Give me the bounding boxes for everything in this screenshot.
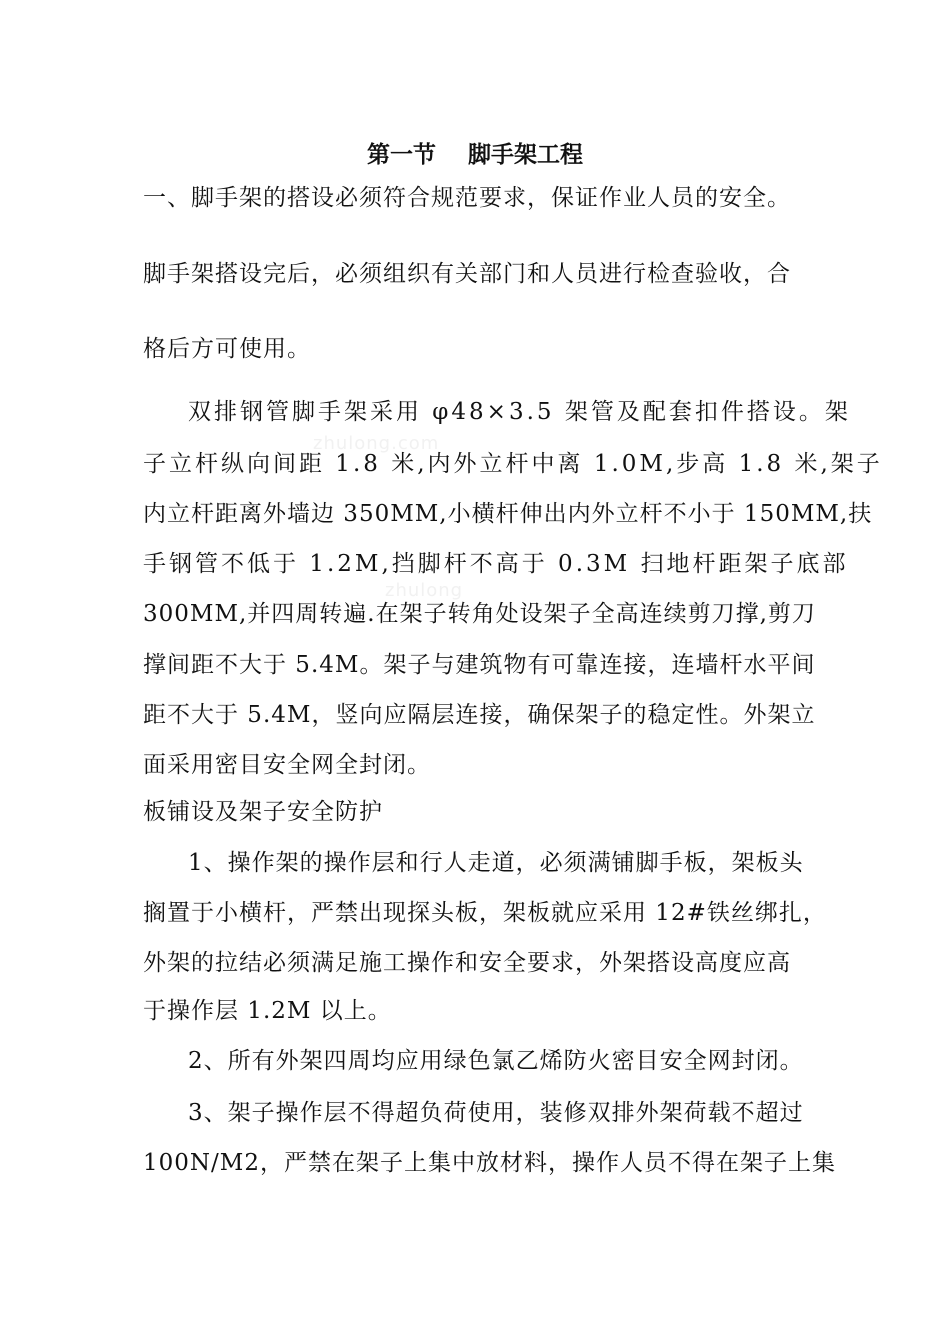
subheading: 板铺设及架子安全防护 xyxy=(143,799,383,825)
text-line: 格后方可使用。 xyxy=(143,336,311,362)
section-title: 第一节 脚手架工程 xyxy=(366,141,584,168)
text-line: 手钢管不低于 1.2M,挡脚杆不高于 0.3M 扫地杆距架子底部 xyxy=(143,551,849,577)
text-line: 100N/M2，严禁在架子上集中放材料，操作人员不得在架子上集 xyxy=(143,1150,836,1176)
watermark: zhulong xyxy=(385,580,464,601)
text-line: 双排钢管脚手架采用 φ48×3.5 架管及配套扣件搭设。架 xyxy=(188,399,851,425)
text-line: 撑间距不大于 5.4M。架子与建筑物有可靠连接，连墙杆水平间 xyxy=(143,652,816,678)
watermark: zhulong.com xyxy=(313,433,440,454)
text-line: 3、架子操作层不得超负荷使用，装修双排外架荷载不超过 xyxy=(188,1100,804,1126)
text-line: 搁置于小横杆，严禁出现探头板，架板就应采用 12#铁丝绑扎， xyxy=(143,900,827,926)
text-line: 于操作层 1.2M 以上。 xyxy=(143,998,392,1024)
text-line: 内立杆距离外墙边 350MM,小横杆伸出内外立杆不小于 150MM,扶 xyxy=(143,501,873,527)
text-line: 2、所有外架四周均应用绿色氯乙烯防火密目安全网封闭。 xyxy=(188,1048,804,1074)
text-line: 一、脚手架的搭设必须符合规范要求，保证作业人员的安全。 xyxy=(143,185,791,211)
text-line: 1、操作架的操作层和行人走道，必须满铺脚手板，架板头 xyxy=(188,850,804,876)
text-line: 面采用密目安全网全封闭。 xyxy=(143,752,431,778)
text-line: 子立杆纵向间距 1.8 米,内外立杆中离 1.0M,步高 1.8 米,架子 xyxy=(143,451,883,477)
text-line: 距不大于 5.4M，竖向应隔层连接，确保架子的稳定性。外架立 xyxy=(143,702,816,728)
text-line: 脚手架搭设完后，必须组织有关部门和人员进行检查验收，合 xyxy=(143,261,791,287)
text-line: 300MM,并四周转遍.在架子转角处设架子全高连续剪刀撑,剪刀 xyxy=(143,601,816,627)
text-line: 外架的拉结必须满足施工操作和安全要求，外架搭设高度应高 xyxy=(143,950,791,976)
